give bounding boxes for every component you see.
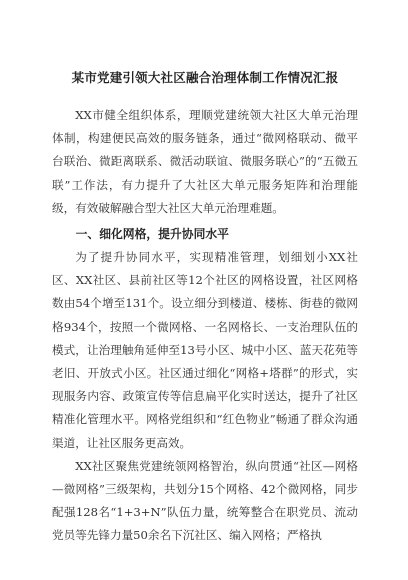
section-heading-1: 一、细化网格，提升协同水平 <box>75 227 229 242</box>
document-title: 某市党建引领大社区融合治理体制工作情况汇报 <box>71 70 339 85</box>
section-1-paragraph-2: XX社区聚焦党建统领网格智治，纵向贯通“社区—网格—微网格”三级架构，共划分15个网格、42个微网格，同步配强128名“1+3+N”队伍力量，统筹整合在职党员、流动党员等先锋力量50余名下沉社区、编入网格；严格执 <box>52 458 358 543</box>
section-1-paragraph-1: 为了提升协同水平，实现精准管理，划细划小XX社区、XX社区、县前社区等12个社区的网格设置，社区网格数由54个增至131个。设立细分到楼道、楼栋、街巷的微网格934个，按照一个微网格、一名网格长、一支治理队伍的模式，让治理触角延伸至13号小区、城中小区、蓝天花苑等老旧、开放式小区。社区通过细化“网格+塔群”的形式，实现服务内容、政策宣传等信息扁平化实时送达，提升了社区精准化管理水平。网格党组织和“红色物业”畅通了群众沟通渠道，让社区服务更高效。 <box>52 250 358 450</box>
intro-paragraph: XX市健全组织体系，理顺党建统领大社区大单元治理体制，构建便民高效的服务链条，通过“微网格联动、微平台联治、微距离联系、微活动联谊、微服务联心”的“五微五联”工作法，有力提升了大社区大单元服务矩阵和治理能级，有效破解融合型大社区大单元治理难题。 <box>52 108 358 215</box>
